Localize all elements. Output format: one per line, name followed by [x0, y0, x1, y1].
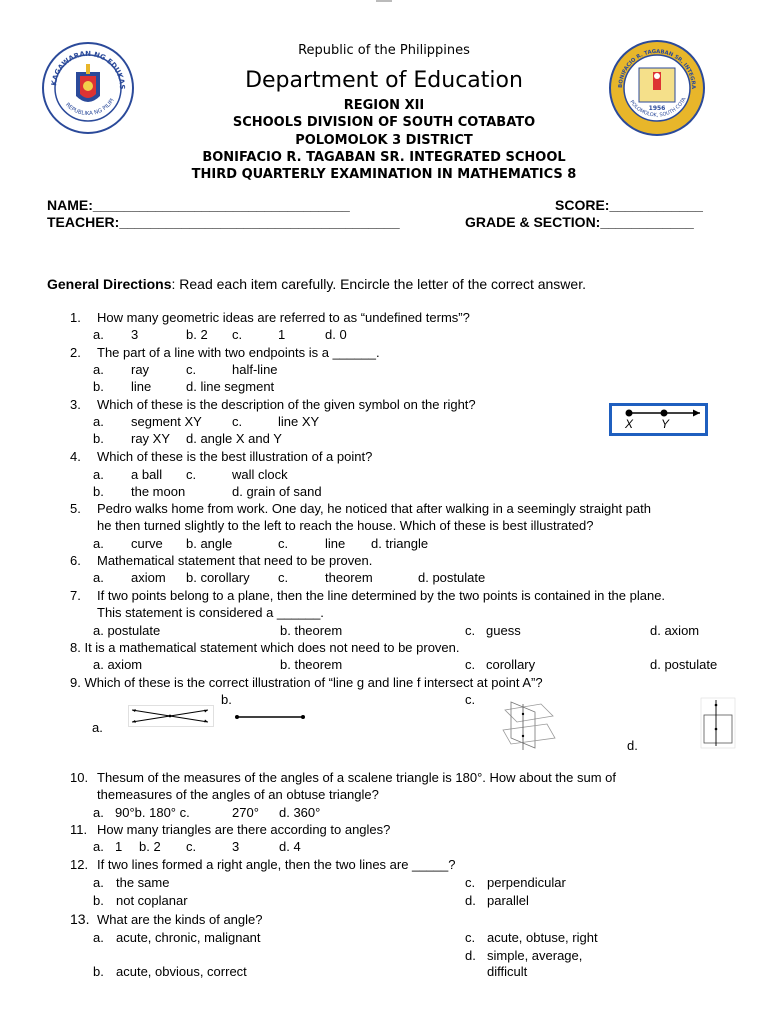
q4-number: 4.	[70, 449, 81, 464]
school-line: BONIFACIO R. TAGABAN SR. INTEGRATED SCHOOL	[202, 150, 566, 165]
q1-number: 1.	[70, 310, 81, 325]
q1-choice-d[interactable]: d. 0	[325, 327, 347, 342]
q9-choice-b-label[interactable]: b.	[221, 692, 232, 707]
q7-choice-a[interactable]: a. postulate	[93, 623, 161, 638]
q7-text-line2: This statement is considered a ______.	[97, 605, 324, 620]
q5-choice-d[interactable]: d. triangle	[371, 536, 429, 551]
q5-text-line2: he then turned slightly to the left to reach the house. Which of these is best illustrated?	[97, 518, 594, 533]
q13-choice-d-label[interactable]: d.	[465, 948, 476, 963]
q3-choice-a[interactable]: segment XY	[131, 414, 202, 429]
q3-choice-c-label[interactable]: c.	[232, 414, 243, 429]
q6-choice-c-label[interactable]: c.	[278, 570, 289, 585]
q10-text-line2: themeasures of the angles of an obtuse triangle?	[97, 787, 379, 802]
q10-choice-d[interactable]: d. 360°	[279, 805, 321, 820]
q7-text-line1: If two points belong to a plane, then the line determined by the two points is contained in the plane.	[97, 588, 666, 603]
q8-choice-a[interactable]: a. axiom	[93, 657, 143, 672]
q3-choice-a-label[interactable]: a.	[93, 414, 104, 429]
directions-text: : Read each item carefully. Encircle the letter of the correct answer.	[171, 276, 586, 292]
q4-choice-b-label[interactable]: b.	[93, 484, 104, 499]
q2-number: 2.	[70, 345, 81, 360]
q10-choice-c[interactable]: 270°	[232, 805, 259, 820]
division-line: SCHOOLS DIVISION OF SOUTH COTABATO	[232, 115, 536, 130]
general-directions	[47, 276, 586, 292]
score-field[interactable]: SCORE:____________	[555, 197, 703, 213]
q4-choice-a-label[interactable]: a.	[93, 467, 104, 482]
q6-choice-c[interactable]: theorem	[325, 570, 373, 585]
district-line: POLOMOLOK 3 DISTRICT	[295, 133, 473, 148]
q10-text-line1: Thesum of the measures of the angles of a scalene triangle is 180°. How about the sum of	[97, 770, 616, 785]
q7-choice-b[interactable]: b. theorem	[280, 623, 343, 638]
q8-choice-b[interactable]: b. theorem	[280, 657, 343, 672]
q13-choice-c[interactable]: acute, obtuse, right	[487, 930, 598, 945]
name-field[interactable]: NAME:_________________________________	[47, 197, 350, 213]
q6-choice-a[interactable]: axiom	[131, 570, 166, 585]
q5-choice-c[interactable]: line	[325, 536, 346, 551]
svg-text:REPUBLIKA NG PILIPINAS: REPUBLIKA NG PILIPI	[64, 97, 116, 118]
q13-choice-b[interactable]: acute, obvious, correct	[116, 964, 247, 979]
q10-number: 10.	[70, 770, 89, 785]
q11-text: How many triangles are there according to angles?	[97, 822, 391, 837]
q3-choice-b[interactable]: ray XY	[131, 431, 171, 446]
q13-number: 13.	[70, 911, 90, 927]
q12-text: If two lines formed a right angle, then the two lines are _____?	[97, 857, 456, 872]
q11-number: 11.	[70, 822, 88, 837]
q9-text: 9. Which of these is the correct illustration of “line g and line f intersect at point A”?	[70, 675, 543, 690]
ray-xy-figure	[609, 403, 708, 436]
q2-choice-a-label[interactable]: a.	[93, 362, 104, 377]
q5-choice-a-label[interactable]: a.	[93, 536, 104, 551]
q6-number: 6.	[70, 553, 81, 568]
q1-choice-b[interactable]: b. 2	[186, 327, 208, 342]
q7-number: 7.	[70, 588, 81, 603]
svg-text:BONIFACIO R. TAGABAN SR. INTEG: BONIFACIO R. TAGABAN SR. INTEGRA	[617, 48, 697, 89]
republic-line: Republic of the Philippines	[298, 43, 470, 58]
q10-choice-a-label[interactable]: a.	[93, 805, 104, 820]
q2-choice-b-label[interactable]: b.	[93, 379, 104, 394]
q10-choice-a-b[interactable]: 90°b. 180° c.	[115, 805, 190, 820]
q11-choice-c[interactable]: 3	[232, 839, 240, 854]
q9-choice-a-label[interactable]: a.	[92, 720, 103, 735]
q4-choice-d[interactable]: d. grain of sand	[232, 484, 322, 499]
q13-choice-d-line2[interactable]: difficult	[487, 964, 528, 979]
svg-text:POLOMOLOK, SOUTH COTABATO: POLOMOLOK, SOUTH COTA	[628, 96, 688, 119]
q12-choice-c[interactable]: perpendicular	[487, 875, 566, 890]
q4-choice-c-label[interactable]: c.	[186, 467, 197, 482]
q12-choice-d[interactable]: parallel	[487, 893, 529, 908]
q6-text: Mathematical statement that need to be proven.	[97, 553, 373, 568]
ray-point-x-label: X	[625, 417, 634, 431]
q11-choice-a-label[interactable]: a.	[93, 839, 104, 854]
q12-choice-b[interactable]: not coplanar	[116, 893, 188, 908]
q4-choice-b[interactable]: the moon	[131, 484, 186, 499]
q1-choice-c[interactable]: 1	[278, 327, 286, 342]
q3-choice-d[interactable]: d. angle X and Y	[186, 431, 282, 446]
q8-choice-c[interactable]: corollary	[486, 657, 536, 672]
q8-choice-c-label[interactable]: c.	[465, 657, 476, 672]
q4-text: Which of these is the best illustration of a point?	[97, 449, 373, 464]
q1-choice-a[interactable]: 3	[131, 327, 139, 342]
q13-choice-c-label[interactable]: c.	[465, 930, 476, 945]
q3-number: 3.	[70, 397, 81, 412]
q13-choice-b-label[interactable]: b.	[93, 964, 104, 979]
q7-choice-c[interactable]: guess	[486, 623, 521, 638]
q11-choice-c-label[interactable]: c.	[186, 839, 197, 854]
q9-figure-d-perpendicular[interactable]	[700, 697, 736, 749]
region-line: REGION XII	[343, 98, 425, 113]
q4-choice-c[interactable]: wall clock	[232, 467, 288, 482]
q8-text: 8. It is a mathematical statement which does not need to be proven.	[70, 640, 460, 655]
page-top-mark	[376, 0, 392, 2]
svg-text:KAGAWARAN NG EDUKASYON: KAGAWARAN NG EDUKAS	[50, 49, 127, 90]
q11-choice-d[interactable]: d. 4	[279, 839, 301, 854]
q12-choice-d-label[interactable]: d.	[465, 893, 476, 908]
q2-choice-a[interactable]: ray	[131, 362, 150, 377]
q12-choice-b-label[interactable]: b.	[93, 893, 104, 908]
teacher-field[interactable]: TEACHER:____________________________________	[47, 214, 400, 230]
q12-choice-a[interactable]: the same	[116, 875, 170, 890]
q12-choice-c-label[interactable]: c.	[465, 875, 476, 890]
q3-choice-c[interactable]: line XY	[278, 414, 320, 429]
q2-text: The part of a line with two endpoints is a ______.	[97, 345, 380, 360]
q4-choice-a[interactable]: a ball	[131, 467, 163, 482]
q7-choice-d[interactable]: d. axiom	[650, 623, 700, 638]
q9-figure-a-intersecting-lines[interactable]	[128, 705, 214, 727]
directions-label: General Directions	[47, 276, 172, 292]
q1-choice-a-label[interactable]: a.	[93, 327, 104, 342]
q2-choice-c[interactable]: half-line	[232, 362, 278, 377]
q2-choice-c-label[interactable]: c.	[186, 362, 197, 377]
q3-text: Which of these is the description of the given symbol on the right?	[97, 397, 476, 412]
q2-choice-b[interactable]: line	[131, 379, 152, 394]
q13-choice-a-label[interactable]: a.	[93, 930, 104, 945]
q13-choice-d-line1[interactable]: simple, average,	[487, 948, 583, 963]
q9-figure-b-segment[interactable]	[232, 708, 310, 728]
q7-choice-c-label[interactable]: c.	[465, 623, 476, 638]
q5-choice-c-label[interactable]: c.	[278, 536, 289, 551]
q11-choice-b[interactable]: b. 2	[139, 839, 161, 854]
q5-text-line1: Pedro walks home from work. One day, he noticed that after walking in a seemingly straight path	[97, 501, 651, 516]
ray-point-y-label: Y	[661, 417, 670, 431]
q6-choice-a-label[interactable]: a.	[93, 570, 104, 585]
q9-choice-c-label[interactable]: c.	[465, 692, 476, 707]
q9-figure-c-intersecting-planes[interactable]	[501, 700, 557, 752]
q5-choice-a[interactable]: curve	[131, 536, 163, 551]
q1-choice-c-label[interactable]: c.	[232, 327, 243, 342]
q5-choice-b[interactable]: b. angle	[186, 536, 233, 551]
q13-text: What are the kinds of angle?	[97, 912, 263, 927]
q9-choice-d-label[interactable]: d.	[627, 738, 638, 753]
q12-number: 12.	[70, 857, 89, 872]
q11-choice-a[interactable]: 1	[115, 839, 123, 854]
grade-section-field[interactable]: GRADE & SECTION:____________	[465, 214, 694, 230]
q6-choice-b[interactable]: b. corollary	[186, 570, 250, 585]
q6-choice-d[interactable]: d. postulate	[418, 570, 486, 585]
q3-choice-b-label[interactable]: b.	[93, 431, 104, 446]
q12-choice-a-label[interactable]: a.	[93, 875, 104, 890]
q5-number: 5.	[70, 501, 81, 516]
q1-text: How many geometric ideas are referred to as “undefined terms”?	[97, 310, 470, 325]
q2-choice-d[interactable]: d. line segment	[186, 379, 275, 394]
q13-choice-a[interactable]: acute, chronic, malignant	[116, 930, 261, 945]
q8-choice-d[interactable]: d. postulate	[650, 657, 718, 672]
svg-text:1956: 1956	[648, 105, 666, 112]
exam-title: THIRD QUARTERLY EXAMINATION IN MATHEMATICS 8	[191, 167, 577, 182]
department-title: Department of Education	[245, 68, 523, 93]
